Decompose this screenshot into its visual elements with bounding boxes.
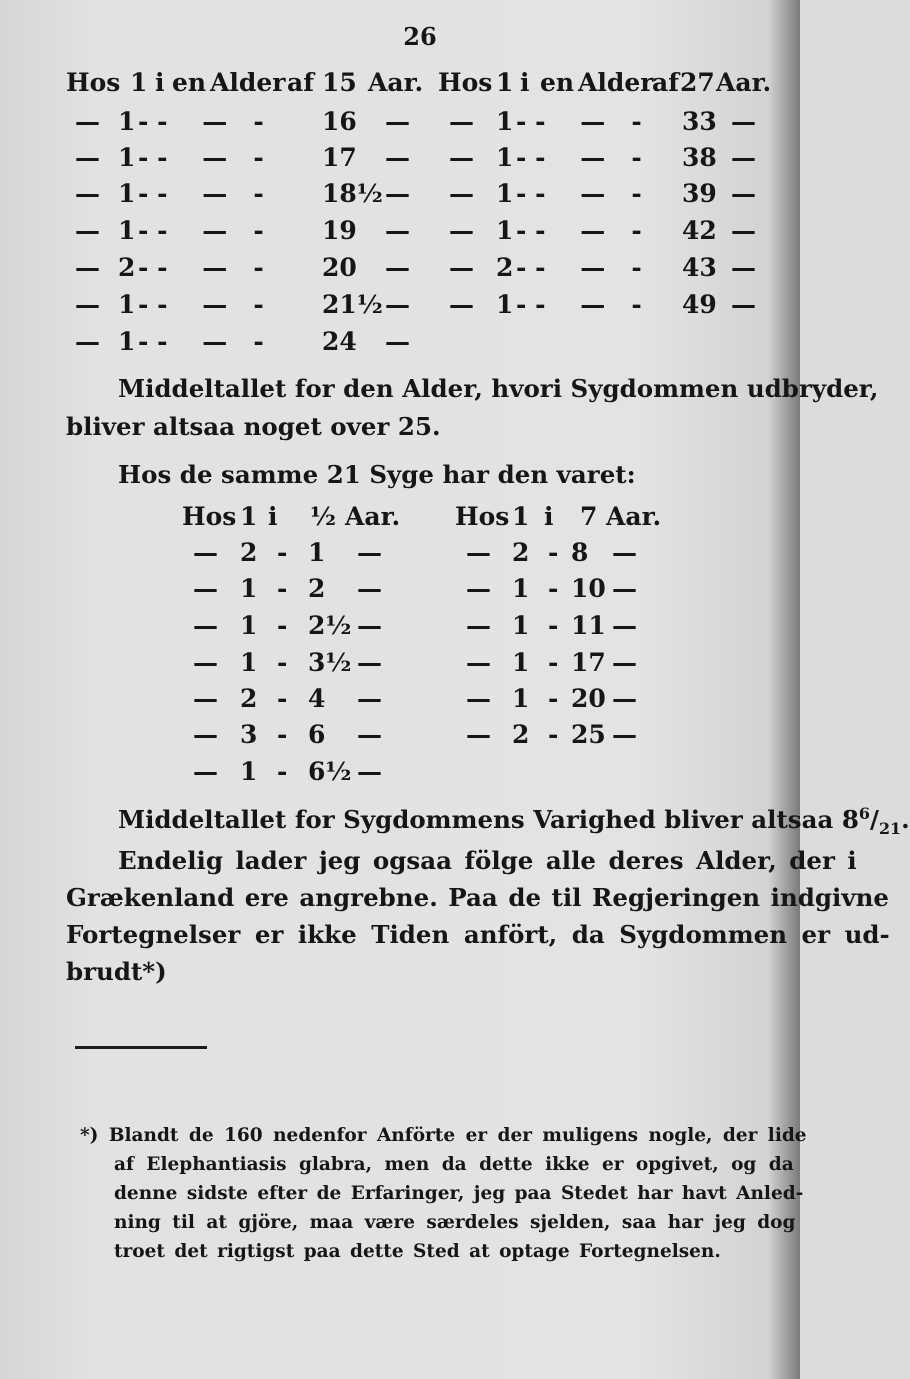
count: 2 [512, 538, 530, 567]
header-right-word: 1 [512, 502, 530, 531]
header-left-word: en [172, 68, 207, 97]
count: 1 [240, 648, 258, 677]
count: 1 [512, 648, 530, 677]
age: 17 [322, 143, 357, 172]
onset-row: — 2 - - — - 20 — — 2 - - — - 43 — [0, 251, 800, 285]
count: 3 [240, 720, 258, 749]
header-right-word: 27 [680, 68, 715, 97]
duration: 11 [571, 611, 606, 640]
count: 1 [118, 107, 136, 136]
count: 1 [240, 611, 258, 640]
age: 43 [682, 253, 717, 282]
count: 2 [240, 538, 258, 567]
duration-row: — 1 - 2 — — 1 - 10 — [0, 572, 800, 606]
header-left-word: 15 [322, 68, 357, 97]
count: 1 [118, 290, 136, 319]
count: 1 [118, 143, 136, 172]
age: 19 [322, 216, 357, 245]
paragraph-line: Fortegnelser er ikke Tiden anfört, da Sygdommen er ud- [66, 920, 890, 949]
duration: 8 [571, 538, 589, 567]
page-number: 26 [403, 22, 437, 51]
onset-row: — 1 - - — - 17 — — 1 - - — - 38 — [0, 141, 800, 175]
count: 1 [240, 574, 258, 603]
age: 20 [322, 253, 357, 282]
header-right-word: i [544, 502, 554, 531]
header-right-word: Aar. [716, 68, 772, 97]
header-left-word: Hos [66, 68, 121, 97]
count: 2 [118, 253, 136, 282]
duration-intro: Hos de samme 21 Syge har den varet: [118, 460, 636, 489]
paragraph-line: Endelig lader jeg ogsaa fölge alle deres Alder, der i [118, 846, 857, 875]
paragraph-line: Middeltallet for den Alder, hvori Sygdommen udbryder, [118, 374, 879, 403]
duration: 2 [308, 574, 326, 603]
duration: 10 [571, 574, 606, 603]
mean-duration-text: Middeltallet for Sygdommens Varighed bliver altsaa 8 [118, 805, 859, 835]
footnote-line: af Elephantiasis glabra, men da dette ikke er opgivet, og da [114, 1154, 794, 1175]
count: 1 [496, 143, 514, 172]
duration-row: — 1 - 2½ — — 1 - 11 — [0, 609, 800, 643]
header-right-word: i [520, 68, 530, 97]
header-left-word: 1 [130, 68, 148, 97]
count: 1 [496, 290, 514, 319]
header-left-word: ½ [310, 502, 337, 531]
duration: 2½ [308, 611, 352, 640]
header-left-word: i [155, 68, 165, 97]
onset-row: — 1 - - — - 19 — — 1 - - — - 42 — [0, 214, 800, 248]
paragraph-line: bliver altsaa noget over 25. [66, 412, 441, 441]
footnote-line: ning til at gjöre, maa være særdeles sjelden, saa har jeg dog [114, 1212, 796, 1233]
age: 21½ [322, 290, 383, 319]
count: 1 [512, 684, 530, 713]
duration: 3½ [308, 648, 352, 677]
header-left-word: 1 [240, 502, 258, 531]
age: 16 [322, 107, 357, 136]
fraction-denominator: 21 [878, 819, 902, 839]
header-right-word: en [540, 68, 575, 97]
duration-row: — 1 - 3½ — — 1 - 17 — [0, 646, 800, 680]
count: 2 [496, 253, 514, 282]
duration: 1 [308, 538, 326, 567]
footnote-line: denne sidste efter de Erfaringer, jeg paa Stedet har havt Anled- [114, 1183, 804, 1204]
duration-table-header [0, 500, 800, 534]
duration-row: — 1 - 6½ — [0, 755, 800, 789]
header-right-word: af [652, 68, 679, 97]
mean-duration-line: Middeltallet for Sygdommens Varighed bliver altsaa $8^6/_{21}$. [118, 804, 910, 839]
header-right-word: Alder [578, 68, 654, 97]
header-right-word: Hos [455, 502, 510, 531]
onset-row: — 1 - - — - 24 — [0, 325, 800, 359]
footnote-line: *) Blandt de 160 nedenfor Anförte er der muligens nogle, der lide [80, 1125, 807, 1146]
age: 49 [682, 290, 717, 319]
header-left-word: Aar. [345, 502, 401, 531]
count: 1 [240, 757, 258, 786]
onset-row: — 1 - - — - 21½ — — 1 - - — - 49 — [0, 288, 800, 322]
age: 42 [682, 216, 717, 245]
header-left-word: i [268, 502, 278, 531]
count: 1 [496, 107, 514, 136]
period: . [901, 805, 910, 835]
age: 39 [682, 179, 717, 208]
duration-row: — 2 - 1 — — 2 - 8 — [0, 536, 800, 570]
header-left-word: Hos [182, 502, 237, 531]
count: 1 [118, 216, 136, 245]
paragraph-line: brudt*) [66, 957, 167, 986]
duration-row: — 3 - 6 — — 2 - 25 — [0, 718, 800, 752]
duration-row: — 2 - 4 — — 1 - 20 — [0, 682, 800, 716]
count: 1 [118, 327, 136, 356]
count: 1 [496, 216, 514, 245]
count: 2 [512, 720, 530, 749]
duration: 20 [571, 684, 606, 713]
header-right-word: 7 [580, 502, 598, 531]
header-left-word: Alder [210, 68, 286, 97]
footnote-line: troet det rigtigst paa dette Sted at optage Fortegnelsen. [114, 1241, 721, 1262]
age: 24 [322, 327, 357, 356]
age: 18½ [322, 179, 383, 208]
paragraph-line: Grækenland ere angrebne. Paa de til Regjeringen indgivne [66, 883, 889, 912]
header-right-word: 1 [496, 68, 514, 97]
count: 1 [512, 574, 530, 603]
duration: 4 [308, 684, 326, 713]
header-left-word: Aar. [368, 68, 424, 97]
duration: 6½ [308, 757, 352, 786]
count: 1 [512, 611, 530, 640]
footnote-divider [75, 1046, 207, 1049]
onset-row: — 1 - - — - 16 — — 1 - - — - 33 — [0, 105, 800, 139]
duration: 17 [571, 648, 606, 677]
count: 1 [118, 179, 136, 208]
count: 2 [240, 684, 258, 713]
duration: 6 [308, 720, 326, 749]
age: 33 [682, 107, 717, 136]
header-right-word: Aar. [606, 502, 662, 531]
fraction-numerator: 6 [858, 804, 870, 823]
age: 38 [682, 143, 717, 172]
count: 1 [496, 179, 514, 208]
header-right-word: Hos [438, 68, 493, 97]
header-left-word: af [287, 68, 314, 97]
duration: 25 [571, 720, 606, 749]
onset-row: — 1 - - — - 18½ — — 1 - - — - 39 — [0, 177, 800, 211]
onset-table-header [0, 66, 800, 100]
